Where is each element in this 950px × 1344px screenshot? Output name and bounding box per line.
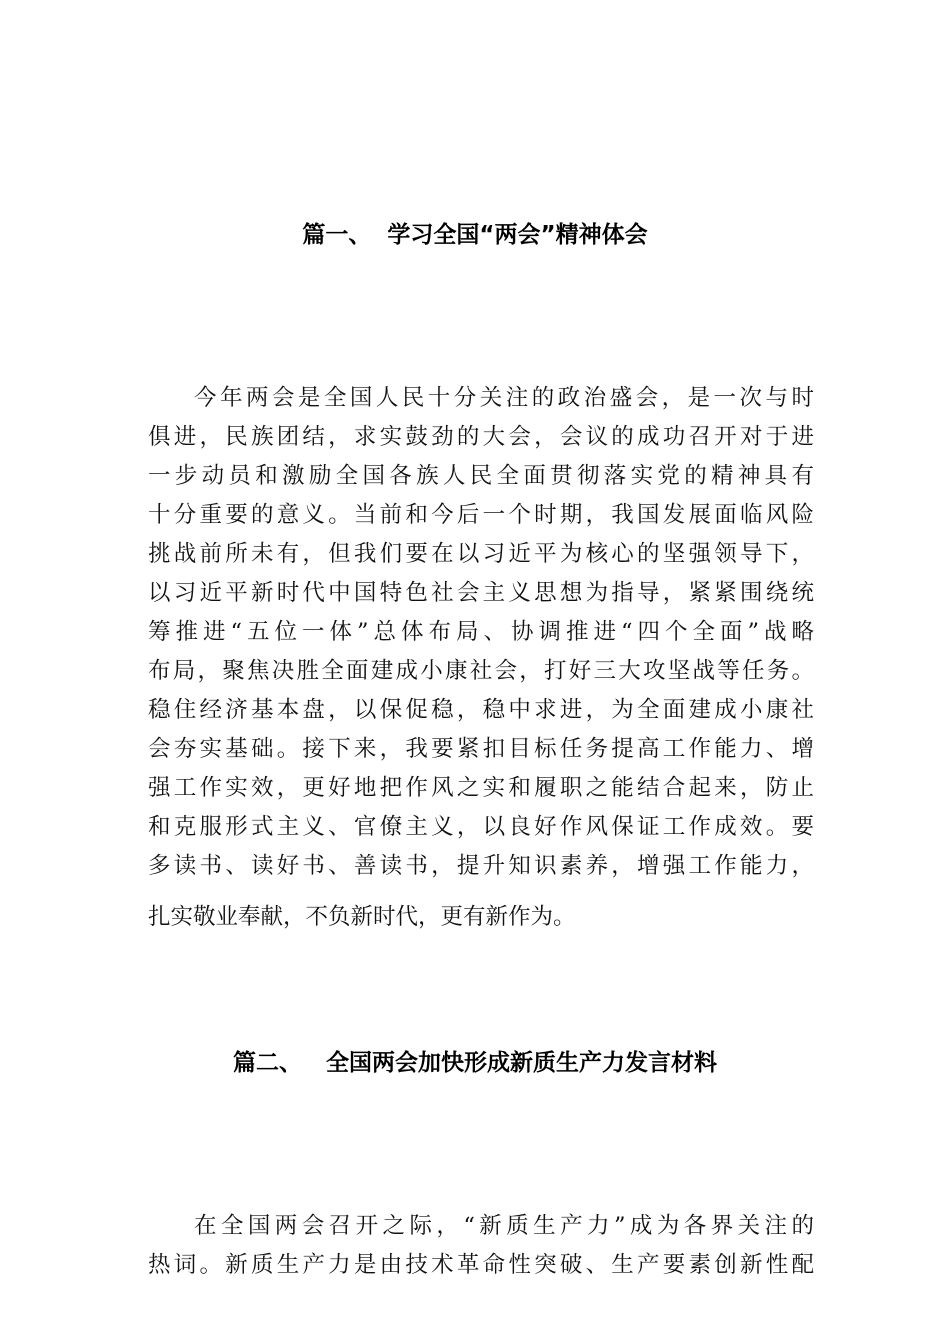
section-1-paragraph <box>148 379 814 937</box>
section-1-heading: 篇一、 学习全国“两会”精神体会 <box>302 222 648 248</box>
paragraph-line: 挑战前所未有，但我们要在以习近平为核心的坚强领导下， <box>148 541 814 567</box>
paragraph-line: 强工作实效，更好地把作风之实和履职之能结合起来，防止 <box>148 775 814 801</box>
section-2-heading: 篇二、 全国两会加快形成新质生产力发言材料 <box>232 1050 718 1076</box>
paragraph-line: 布局，聚焦决胜全面建成小康社会，打好三大攻坚战等任务。 <box>148 658 814 684</box>
paragraph-line: 稳住经济基本盘，以保促稳，稳中求进，为全面建成小康社 <box>148 697 814 723</box>
paragraph-line: 扎实敬业奉献，不负新时代，更有新作为。 <box>148 904 576 930</box>
paragraph-line: 筹推进“五位一体”总体布局、协调推进“四个全面”战略 <box>148 619 814 645</box>
paragraph-line: 热词。新质生产力是由技术革命性突破、生产要素创新性配 <box>148 1252 814 1278</box>
paragraph-line: 和克服形式主义、官僚主义，以良好作风保证工作成效。要 <box>148 814 814 840</box>
paragraph-line: 十分重要的意义。当前和今后一个时期，我国发展面临风险 <box>148 502 814 528</box>
paragraph-line: 多读书、读好书、善读书，提升知识素养，增强工作能力， <box>148 853 814 879</box>
paragraph-line: 在全国两会召开之际，“新质生产力”成为各界关注的 <box>194 1213 814 1239</box>
paragraph-line: 俱进，民族团结，求实鼓劲的大会，会议的成功召开对于进 <box>148 424 814 450</box>
section-2-paragraph <box>148 1207 814 1285</box>
paragraph-line: 会夯实基础。接下来，我要紧扣目标任务提高工作能力、增 <box>148 736 814 762</box>
paragraph-line: 今年两会是全国人民十分关注的政治盛会，是一次与时 <box>194 385 814 411</box>
paragraph-line: 以习近平新时代中国特色社会主义思想为指导，紧紧围绕统 <box>148 580 814 606</box>
paragraph-line: 一步动员和激励全国各族人民全面贯彻落实党的精神具有 <box>148 463 814 489</box>
